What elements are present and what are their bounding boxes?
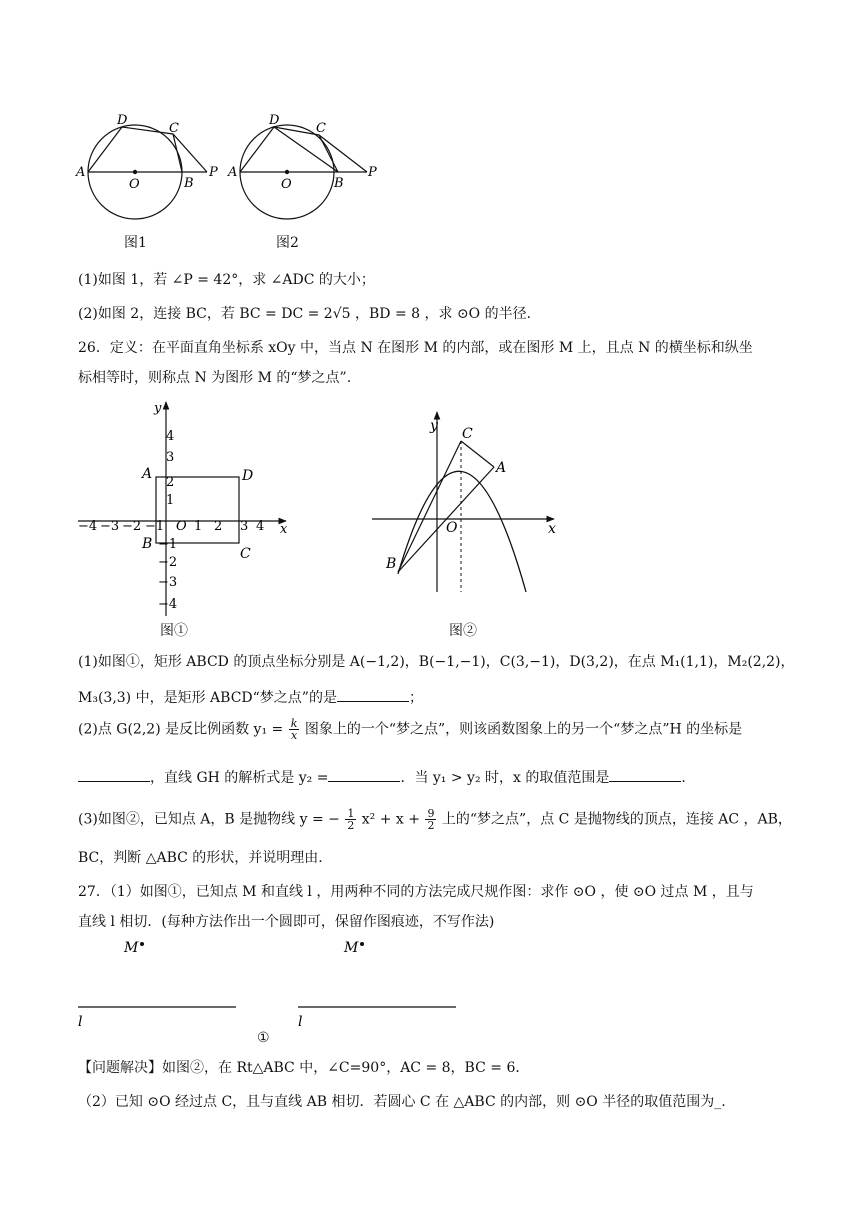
fig1-label-o: O	[129, 177, 140, 192]
fraction-one-half	[345, 808, 356, 831]
fig-1-y-axis-label: y	[154, 401, 162, 416]
fig2-caption: 图2	[276, 235, 299, 251]
point-m-label-left: M	[124, 940, 139, 956]
point-m-label-right: M	[344, 940, 359, 956]
fig2-label-p: P	[368, 165, 377, 180]
circle-figure-2	[222, 108, 392, 228]
fig1-tick-x-4: 4	[256, 519, 265, 534]
fig1-label-c: C	[169, 121, 179, 136]
q26-part2-line1	[78, 718, 742, 741]
answer-blank-2	[78, 769, 150, 782]
fig1-tick-x-neg2: −2	[122, 519, 142, 534]
construction-figure-left	[76, 934, 246, 1030]
fig-2-x-axis-label: x	[548, 521, 556, 537]
figure-1-caption: ①	[257, 1030, 270, 1046]
frac-denominator: x	[290, 729, 298, 742]
construction-figure-right	[296, 934, 466, 1030]
q26-part2-seg3: .	[681, 770, 686, 786]
fig1-caption: 图1	[124, 235, 147, 251]
q26-part1-text: M₃(3,3) 中，是矩形 ABCD“梦之点”的是	[78, 690, 337, 706]
fig1-label-p: P	[209, 165, 218, 180]
q26-part2-seg1: ，直线 GH 的解析式是 y₂ =	[150, 770, 329, 786]
q26-part3-line2: BC，判断 △ABC 的形状，并说明理由.	[78, 850, 323, 866]
fraction-k-over-x	[289, 718, 300, 741]
fig1-tick-y-2: 2	[166, 475, 175, 490]
q26-part2-post: 图象上的一个“梦之点”，则该函数图象上的另一个“梦之点”H 的坐标是	[304, 721, 743, 738]
answer-blank-3	[328, 769, 400, 782]
fig1-tick-x-neg3: −3	[100, 519, 120, 534]
fig2-label-d: D	[269, 113, 280, 128]
q26-part2-line2	[78, 768, 686, 788]
fig2-label-a: A	[228, 165, 238, 180]
fig-2-caption: 图②	[449, 623, 477, 639]
q26-part1-line2	[78, 688, 423, 708]
fig2-origin-label: O	[446, 520, 458, 536]
fig2-point-b: B	[386, 556, 397, 572]
line-l-label-right: l	[298, 1014, 303, 1030]
fig1-tick-y-neg1: −1	[158, 537, 178, 552]
coordinate-figure-rectangle	[76, 398, 296, 638]
fig1-tick-x-2: 2	[214, 519, 223, 534]
fig1-tick-y-neg3: −3	[158, 575, 178, 590]
fig2-label-o: O	[281, 177, 292, 192]
fig2-label-c: C	[316, 121, 326, 136]
fig1-point-b: B	[142, 536, 153, 552]
circle-figure-1	[70, 108, 230, 228]
fig1-label-a: A	[76, 165, 86, 180]
fig1-origin-label: O	[176, 519, 187, 534]
fig1-point-c: C	[240, 546, 251, 562]
q26-part1-line1: (1)如图①，矩形 ABCD 的顶点坐标分别是 A(−1,2)，B(−1,−1)，C(3,−1)，D(3,2)，在点 M₁(1,1)，M₂(2,2)，	[78, 654, 795, 670]
fig1-point-d: D	[242, 468, 254, 484]
frac-numerator: 1	[347, 807, 355, 820]
q25-part1: (1)如图 1，若 ∠P = 42°，求 ∠ADC 的大小；	[78, 272, 375, 288]
frac-denominator: 2	[427, 819, 435, 832]
fraction-nine-halves	[425, 808, 436, 831]
fig1-tick-y-neg4: −4	[158, 597, 178, 612]
fig1-label-d: D	[117, 113, 128, 128]
fig1-tick-y-1: 1	[166, 493, 175, 508]
fig1-tick-x-1: 1	[194, 519, 203, 534]
fig-1-x-axis-label: x	[280, 522, 288, 537]
q27-line2: 直线 l 相切．(每种方法作出一个圆即可，保留作图痕迹，不写作法)	[78, 914, 495, 930]
fig-2-y-axis-label: y	[430, 418, 438, 434]
q25-part2: (2)如图 2，连接 BC，若 BC = DC = 2√5 ，BD = 8 ，求 ⊙O 的半径.	[78, 306, 532, 322]
frac-numerator: 9	[427, 807, 435, 820]
coordinate-figure-parabola	[370, 408, 570, 608]
fig1-tick-y-neg2: −2	[158, 555, 178, 570]
fig2-label-b: B	[334, 176, 344, 191]
q26-part3-post: 上的“梦之点”，点 C 是抛物线的顶点，连接 AC ，AB，	[441, 811, 792, 828]
fig1-tick-x-3: 3	[240, 519, 249, 534]
q26-part2-pre: (2)点 G(2,2) 是反比例函数 y₁ =	[78, 721, 284, 738]
q26-part2-seg2: ．当 y₁ > y₂ 时，x 的取值范围是	[400, 770, 610, 786]
frac-denominator: 2	[347, 819, 355, 832]
q27-line3: 【问题解决】如图②，在 Rt△ABC 中，∠C=90°，AC = 8，BC = 6．	[78, 1060, 530, 1076]
fig2-point-c: C	[462, 426, 473, 442]
line-l-label-left: l	[78, 1014, 83, 1030]
answer-blank-4	[609, 769, 681, 782]
fig1-tick-x-neg1: −1	[145, 519, 165, 534]
q26-part3-line1	[78, 808, 792, 831]
point-m-dot-right	[360, 942, 364, 946]
fig1-point-a: A	[142, 466, 153, 482]
q27-line1: 27．（1）如图①，已知点 M 和直线 l ，用两种不同的方法完成尺规作图：求作 ⊙O ，使 ⊙O 过点 M ，且与	[78, 884, 754, 900]
fig1-tick-y-3: 3	[166, 450, 175, 465]
frac-numerator: k	[290, 717, 298, 730]
point-m-dot-left	[140, 942, 144, 946]
q27-line4: （2）已知 ⊙O 经过点 C，且与直线 AB 相切．若圆心 C 在 △ABC 的内部，则 ⊙O 半径的取值范围为_.	[78, 1094, 726, 1110]
q26-intro-line2: 标相等时，则称点 N 为图形 M 的“梦之点”.	[78, 370, 352, 386]
q26-part3-mid: x² + x +	[361, 811, 420, 828]
q26-part1-end: ；	[408, 690, 423, 706]
fig2-point-a: A	[496, 460, 507, 476]
fig1-tick-x-neg4: −4	[78, 519, 98, 534]
answer-blank-1	[337, 689, 409, 702]
fig-1-caption: 图①	[160, 623, 188, 639]
q26-intro-line1: 26．定义：在平面直角坐标系 xOy 中，当点 N 在图形 M 的内部，或在图形 M 上，且点 N 的横坐标和纵坐	[78, 340, 753, 356]
fig1-tick-y-4: 4	[166, 429, 175, 444]
q26-part3-pre: (3)如图②，已知点 A，B 是抛物线 y = −	[78, 811, 340, 828]
fig1-label-b: B	[184, 176, 194, 191]
